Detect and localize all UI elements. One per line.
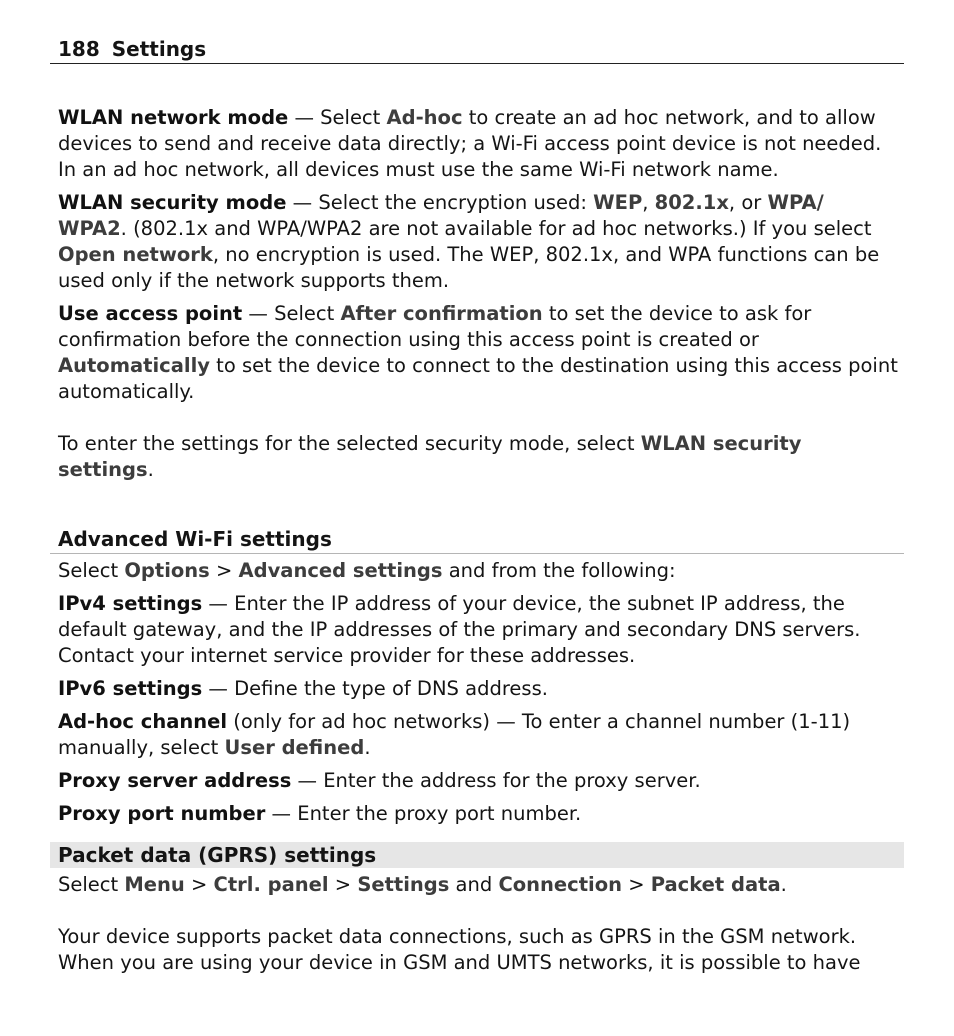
ui-option: After confirmation: [340, 302, 543, 325]
page-content: [58, 105, 898, 976]
ipv6-settings-item: IPv6 settings — Define the type of DNS address.: [58, 677, 548, 700]
ipv4-settings-item: IPv4 settings — Enter the IP address of your device, the subnet IP address, the default gateway, and the IP addresses of the primary and secondary DNS servers. Contact your internet service provider for these addresses.: [58, 592, 861, 667]
term-label: Use access point: [58, 302, 243, 325]
ui-option: Automatically: [58, 354, 210, 377]
ui-option: WEP: [593, 191, 643, 214]
security-settings-paragraph: To enter the settings for the selected security mode, select WLAN security settings.: [58, 432, 802, 481]
section-heading-advanced-wifi: Advanced Wi-Fi settings: [50, 526, 904, 554]
wlan-network-mode-item: WLAN network mode — Select Ad-hoc to create an ad hoc network, and to allow devices to send and receive data directly; a Wi-Fi access point device is not needed. In an ad hoc network, all devices must use the same Wi-Fi network name.: [58, 106, 882, 181]
wlan-security-mode-item: WLAN security mode — Select the encryption used: WEP, 802.1x, or WPA/ WPA2. (802.1x and WPA/WPA2 are not available for ad hoc networks.) If you select Open network, no encryption is used. The WEP, 802.1x, and WPA functions can be used only if the network supports them.: [58, 191, 880, 292]
ui-option: Settings: [357, 873, 450, 896]
page-header-title: Settings: [111, 37, 207, 61]
page-header: [50, 34, 904, 64]
ui-option: 802.1x: [654, 191, 729, 214]
ui-option: User defined: [224, 736, 365, 759]
ui-option: Open network: [58, 243, 213, 266]
packet-data-intro: Select Menu > Ctrl. panel > Settings and Connection > Packet data.: [58, 873, 787, 896]
use-access-point-item: Use access point — Select After confirmation to set the device to ask for confirmation before the connection using this access point is created or Automatically to set the device to connect to the destination using this access point automatically.: [58, 302, 898, 403]
ui-option: Packet data: [650, 873, 781, 896]
term-label: IPv4 settings: [58, 592, 203, 615]
ui-option: WPA/ WPA2: [58, 191, 824, 240]
term-label: Proxy server address: [58, 769, 292, 792]
ui-option: Advanced settings: [238, 559, 443, 582]
term-label: IPv6 settings: [58, 677, 203, 700]
ui-option: Ctrl. panel: [213, 873, 329, 896]
term-label: WLAN security mode: [58, 191, 287, 214]
term-label: WLAN network mode: [58, 106, 289, 129]
adhoc-channel-item: Ad-hoc channel (only for ad hoc networks) — To enter a channel number (1-11) manually, select User defined.: [58, 710, 851, 759]
packet-data-body: Your device supports packet data connections, such as GPRS in the GSM network. When you are using your device in GSM and UMTS networks, it is possible to have: [58, 925, 861, 974]
page-number: 188: [58, 37, 100, 61]
section-heading-packet-data: Packet data (GPRS) settings: [50, 842, 904, 868]
ui-option: WLAN security settings: [58, 432, 802, 481]
proxy-port-number-item: Proxy port number — Enter the proxy port number.: [58, 802, 582, 825]
advanced-intro: Select Options > Advanced settings and from the following:: [58, 559, 676, 582]
ui-option: Options: [124, 559, 210, 582]
proxy-server-address-item: Proxy server address — Enter the address for the proxy server.: [58, 769, 701, 792]
term-label: Proxy port number: [58, 802, 266, 825]
ui-option: Ad-hoc: [386, 106, 463, 129]
ui-option: Connection: [498, 873, 622, 896]
term-label: Ad-hoc channel: [58, 710, 228, 733]
ui-option: Menu: [124, 873, 185, 896]
